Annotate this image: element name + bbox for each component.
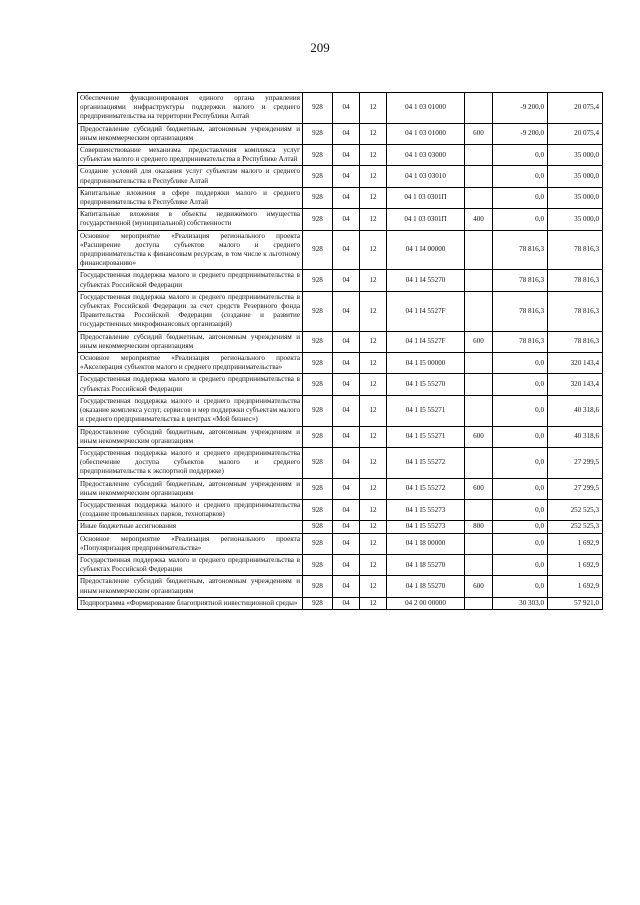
ministry-code: 928 xyxy=(303,374,333,395)
subsection-code: 12 xyxy=(360,426,387,447)
ministry-code: 928 xyxy=(303,230,333,270)
expense-type-code: 600 xyxy=(465,478,493,499)
table-row xyxy=(78,166,603,187)
table-row xyxy=(78,270,603,291)
amount-change: 0,0 xyxy=(493,521,548,533)
section-code: 04 xyxy=(333,521,360,533)
section-code: 04 xyxy=(333,395,360,426)
table-row xyxy=(78,331,603,352)
ministry-code: 928 xyxy=(303,395,333,426)
target-article-code: 04 1 03 03000 xyxy=(387,145,465,166)
expense-type-code xyxy=(465,145,493,166)
subsection-code: 12 xyxy=(360,374,387,395)
table-row xyxy=(78,478,603,499)
amount-change: -9 200,0 xyxy=(493,93,548,124)
amount-total: 35 000,0 xyxy=(548,209,603,230)
row-name: Совершенствование механизма предоставления комплекса услуг субъектам малого и среднего предпринимательства в Республике Алтай xyxy=(78,145,303,166)
target-article-code: 04 1 I8 55270 xyxy=(387,576,465,597)
target-article-code: 04 1 I5 55271 xyxy=(387,426,465,447)
budget-rows xyxy=(78,93,603,610)
subsection-code: 12 xyxy=(360,521,387,533)
target-article-code: 04 1 I4 5527F xyxy=(387,331,465,352)
expense-type-code xyxy=(465,270,493,291)
subsection-code: 12 xyxy=(360,230,387,270)
subsection-code: 12 xyxy=(360,353,387,374)
section-code: 04 xyxy=(333,187,360,208)
subsection-code: 12 xyxy=(360,209,387,230)
row-name: Капитальные вложения в сфере поддержки малого и среднего предпринимательства в Республике Алтай xyxy=(78,187,303,208)
amount-total: 57 921,0 xyxy=(548,597,603,609)
target-article-code: 04 1 03 0301П xyxy=(387,209,465,230)
amount-change: 78 816,3 xyxy=(493,230,548,270)
ministry-code: 928 xyxy=(303,187,333,208)
expense-type-code: 600 xyxy=(465,426,493,447)
amount-change: 0,0 xyxy=(493,426,548,447)
table-row xyxy=(78,426,603,447)
amount-change: 0,0 xyxy=(493,209,548,230)
target-article-code: 04 1 I5 00000 xyxy=(387,353,465,374)
expense-type-code xyxy=(465,554,493,575)
amount-change: 0,0 xyxy=(493,374,548,395)
amount-total: 78 816,3 xyxy=(548,230,603,270)
table-row xyxy=(78,93,603,124)
amount-change: -9 200,0 xyxy=(493,123,548,144)
subsection-code: 12 xyxy=(360,499,387,520)
expense-type-code xyxy=(465,597,493,609)
amount-total: 78 816,3 xyxy=(548,331,603,352)
budget-table xyxy=(77,92,603,610)
target-article-code: 04 1 I5 55271 xyxy=(387,395,465,426)
table-row xyxy=(78,597,603,609)
row-name: Основное мероприятие «Реализация регионального проекта «Расширение доступа субъектов малого и среднего предпринимательства к финансовым ресурсам, в том числе к льготному финансированию» xyxy=(78,230,303,270)
subsection-code: 12 xyxy=(360,93,387,124)
row-name: Предоставление субсидий бюджетным, автономным учреждениям и иным некоммерческим организациям xyxy=(78,331,303,352)
subsection-code: 12 xyxy=(360,395,387,426)
target-article-code: 04 2 00 00000 xyxy=(387,597,465,609)
section-code: 04 xyxy=(333,331,360,352)
table-row xyxy=(78,533,603,554)
table-row xyxy=(78,145,603,166)
amount-change: 78 816,3 xyxy=(493,291,548,331)
subsection-code: 12 xyxy=(360,597,387,609)
ministry-code: 928 xyxy=(303,597,333,609)
target-article-code: 04 1 I4 5527F xyxy=(387,291,465,331)
section-code: 04 xyxy=(333,554,360,575)
expense-type-code xyxy=(465,230,493,270)
row-name: Государственная поддержка малого и среднего предпринимательства в субъектах Российской Федерации за счет средств Резервного фонда Правительства Российской Федерации (создание и развитие государственных микрофинансовых организаций) xyxy=(78,291,303,331)
table-row xyxy=(78,187,603,208)
subsection-code: 12 xyxy=(360,291,387,331)
table-row xyxy=(78,374,603,395)
amount-total: 35 000,0 xyxy=(548,166,603,187)
row-name: Основное мероприятие «Реализация регионального проекта «Акселерация субъектов малого и среднего предпринимательства» xyxy=(78,353,303,374)
table-row xyxy=(78,353,603,374)
section-code: 04 xyxy=(333,576,360,597)
expense-type-code: 600 xyxy=(465,576,493,597)
ministry-code: 928 xyxy=(303,166,333,187)
amount-total: 1 692,9 xyxy=(548,554,603,575)
target-article-code: 04 1 I4 00000 xyxy=(387,230,465,270)
target-article-code: 04 1 03 0301П xyxy=(387,187,465,208)
section-code: 04 xyxy=(333,499,360,520)
row-name: Государственная поддержка малого и среднего предпринимательства в субъектах Российской Федерации xyxy=(78,554,303,575)
section-code: 04 xyxy=(333,478,360,499)
section-code: 04 xyxy=(333,291,360,331)
ministry-code: 928 xyxy=(303,270,333,291)
page-number: 209 xyxy=(310,40,330,55)
target-article-code: 04 1 I8 55270 xyxy=(387,554,465,575)
amount-total: 20 075,4 xyxy=(548,123,603,144)
expense-type-code xyxy=(465,447,493,478)
expense-type-code xyxy=(465,353,493,374)
row-name: Обеспечение функционирования единого органа управления организациями инфраструктуры поддержки малого и среднего предпринимательства на территории Республики Алтай xyxy=(78,93,303,124)
expense-type-code xyxy=(465,499,493,520)
expense-type-code: 400 xyxy=(465,209,493,230)
amount-total: 1 692,9 xyxy=(548,533,603,554)
table-row xyxy=(78,395,603,426)
amount-total: 27 299,5 xyxy=(548,478,603,499)
expense-type-code xyxy=(465,374,493,395)
amount-total: 252 525,3 xyxy=(548,499,603,520)
row-name: Создание условий для оказания услуг субъектам малого и среднего предпринимательства в Республике Алтай xyxy=(78,166,303,187)
amount-total: 320 143,4 xyxy=(548,374,603,395)
row-name: Подпрограмма «Формирование благоприятной инвестиционной среды» xyxy=(78,597,303,609)
subsection-code: 12 xyxy=(360,576,387,597)
subsection-code: 12 xyxy=(360,554,387,575)
ministry-code: 928 xyxy=(303,533,333,554)
subsection-code: 12 xyxy=(360,331,387,352)
section-code: 04 xyxy=(333,426,360,447)
expense-type-code xyxy=(465,395,493,426)
table-row xyxy=(78,576,603,597)
row-name: Государственная поддержка малого и среднего предпринимательства в субъектах Российской Федерации xyxy=(78,374,303,395)
subsection-code: 12 xyxy=(360,270,387,291)
row-name: Государственная поддержка малого и среднего предпринимательства в субъектах Российской Федерации xyxy=(78,270,303,291)
row-name: Государственная поддержка малого и среднего предпринимательства (обеспечение доступа субъектов малого и среднего предпринимательства к экспортной поддержке) xyxy=(78,447,303,478)
table-row xyxy=(78,499,603,520)
amount-change: 0,0 xyxy=(493,478,548,499)
amount-total: 252 525,3 xyxy=(548,521,603,533)
ministry-code: 928 xyxy=(303,521,333,533)
amount-total: 35 000,0 xyxy=(548,187,603,208)
subsection-code: 12 xyxy=(360,478,387,499)
target-article-code: 04 1 I8 00000 xyxy=(387,533,465,554)
amount-total: 40 318,6 xyxy=(548,426,603,447)
section-code: 04 xyxy=(333,270,360,291)
amount-change: 0,0 xyxy=(493,395,548,426)
table-row xyxy=(78,521,603,533)
ministry-code: 928 xyxy=(303,478,333,499)
amount-change: 0,0 xyxy=(493,447,548,478)
subsection-code: 12 xyxy=(360,166,387,187)
ministry-code: 928 xyxy=(303,93,333,124)
row-name: Предоставление субсидий бюджетным, автономным учреждениям и иным некоммерческим организациям xyxy=(78,123,303,144)
amount-change: 0,0 xyxy=(493,576,548,597)
row-name: Основное мероприятие «Реализация регионального проекта «Популяризация предпринимательства» xyxy=(78,533,303,554)
section-code: 04 xyxy=(333,447,360,478)
section-code: 04 xyxy=(333,123,360,144)
section-code: 04 xyxy=(333,166,360,187)
subsection-code: 12 xyxy=(360,145,387,166)
section-code: 04 xyxy=(333,209,360,230)
table-row xyxy=(78,554,603,575)
section-code: 04 xyxy=(333,374,360,395)
amount-change: 0,0 xyxy=(493,499,548,520)
ministry-code: 928 xyxy=(303,145,333,166)
section-code: 04 xyxy=(333,353,360,374)
target-article-code: 04 1 03 03010 xyxy=(387,166,465,187)
amount-change: 0,0 xyxy=(493,353,548,374)
table-row xyxy=(78,123,603,144)
section-code: 04 xyxy=(333,145,360,166)
section-code: 04 xyxy=(333,230,360,270)
expense-type-code xyxy=(465,187,493,208)
amount-total: 27 299,5 xyxy=(548,447,603,478)
amount-total: 78 816,3 xyxy=(548,270,603,291)
ministry-code: 928 xyxy=(303,331,333,352)
expense-type-code: 600 xyxy=(465,123,493,144)
amount-total: 78 816,3 xyxy=(548,291,603,331)
amount-change: 0,0 xyxy=(493,145,548,166)
ministry-code: 928 xyxy=(303,576,333,597)
amount-change: 30 303,0 xyxy=(493,597,548,609)
amount-total: 35 000,0 xyxy=(548,145,603,166)
ministry-code: 928 xyxy=(303,426,333,447)
target-article-code: 04 1 I5 55273 xyxy=(387,499,465,520)
row-name: Капитальные вложения в объекты недвижимого имущества государственной (муниципальной) собственности xyxy=(78,209,303,230)
target-article-code: 04 1 I5 55273 xyxy=(387,521,465,533)
target-article-code: 04 1 03 01000 xyxy=(387,93,465,124)
expense-type-code: 600 xyxy=(465,331,493,352)
row-name: Государственная поддержка малого и среднего предпринимательства (создание промышленных парков, технопарков) xyxy=(78,499,303,520)
amount-total: 20 075,4 xyxy=(548,93,603,124)
subsection-code: 12 xyxy=(360,187,387,208)
expense-type-code xyxy=(465,533,493,554)
row-name: Предоставление субсидий бюджетным, автономным учреждениям и иным некоммерческим организациям xyxy=(78,426,303,447)
ministry-code: 928 xyxy=(303,291,333,331)
amount-change: 0,0 xyxy=(493,187,548,208)
amount-change: 78 816,3 xyxy=(493,270,548,291)
expense-type-code xyxy=(465,291,493,331)
ministry-code: 928 xyxy=(303,123,333,144)
subsection-code: 12 xyxy=(360,533,387,554)
section-code: 04 xyxy=(333,93,360,124)
amount-change: 0,0 xyxy=(493,554,548,575)
amount-change: 0,0 xyxy=(493,533,548,554)
table-row xyxy=(78,230,603,270)
target-article-code: 04 1 I5 55272 xyxy=(387,478,465,499)
ministry-code: 928 xyxy=(303,499,333,520)
subsection-code: 12 xyxy=(360,123,387,144)
subsection-code: 12 xyxy=(360,447,387,478)
ministry-code: 928 xyxy=(303,554,333,575)
ministry-code: 928 xyxy=(303,209,333,230)
target-article-code: 04 1 I4 55270 xyxy=(387,270,465,291)
amount-total: 40 318,6 xyxy=(548,395,603,426)
expense-type-code xyxy=(465,93,493,124)
amount-change: 78 816,3 xyxy=(493,331,548,352)
expense-type-code: 800 xyxy=(465,521,493,533)
expense-type-code xyxy=(465,166,493,187)
row-name: Предоставление субсидий бюджетным, автономным учреждениям и иным некоммерческим организациям xyxy=(78,576,303,597)
target-article-code: 04 1 I5 55270 xyxy=(387,374,465,395)
amount-change: 0,0 xyxy=(493,166,548,187)
row-name: Предоставление субсидий бюджетным, автономным учреждениям и иным некоммерческим организациям xyxy=(78,478,303,499)
target-article-code: 04 1 I5 55272 xyxy=(387,447,465,478)
table-row xyxy=(78,291,603,331)
ministry-code: 928 xyxy=(303,353,333,374)
row-name: Иные бюджетные ассигнования xyxy=(78,521,303,533)
table-row xyxy=(78,209,603,230)
target-article-code: 04 1 03 01000 xyxy=(387,123,465,144)
section-code: 04 xyxy=(333,597,360,609)
ministry-code: 928 xyxy=(303,447,333,478)
section-code: 04 xyxy=(333,533,360,554)
amount-total: 320 143,4 xyxy=(548,353,603,374)
amount-total: 1 692,9 xyxy=(548,576,603,597)
row-name: Государственная поддержка малого и среднего предпринимательства (оказание комплекса услуг, сервисов и мер поддержки субъектам малого и среднего предпринимательства в центрах «Мой бизнес») xyxy=(78,395,303,426)
table-row xyxy=(78,447,603,478)
